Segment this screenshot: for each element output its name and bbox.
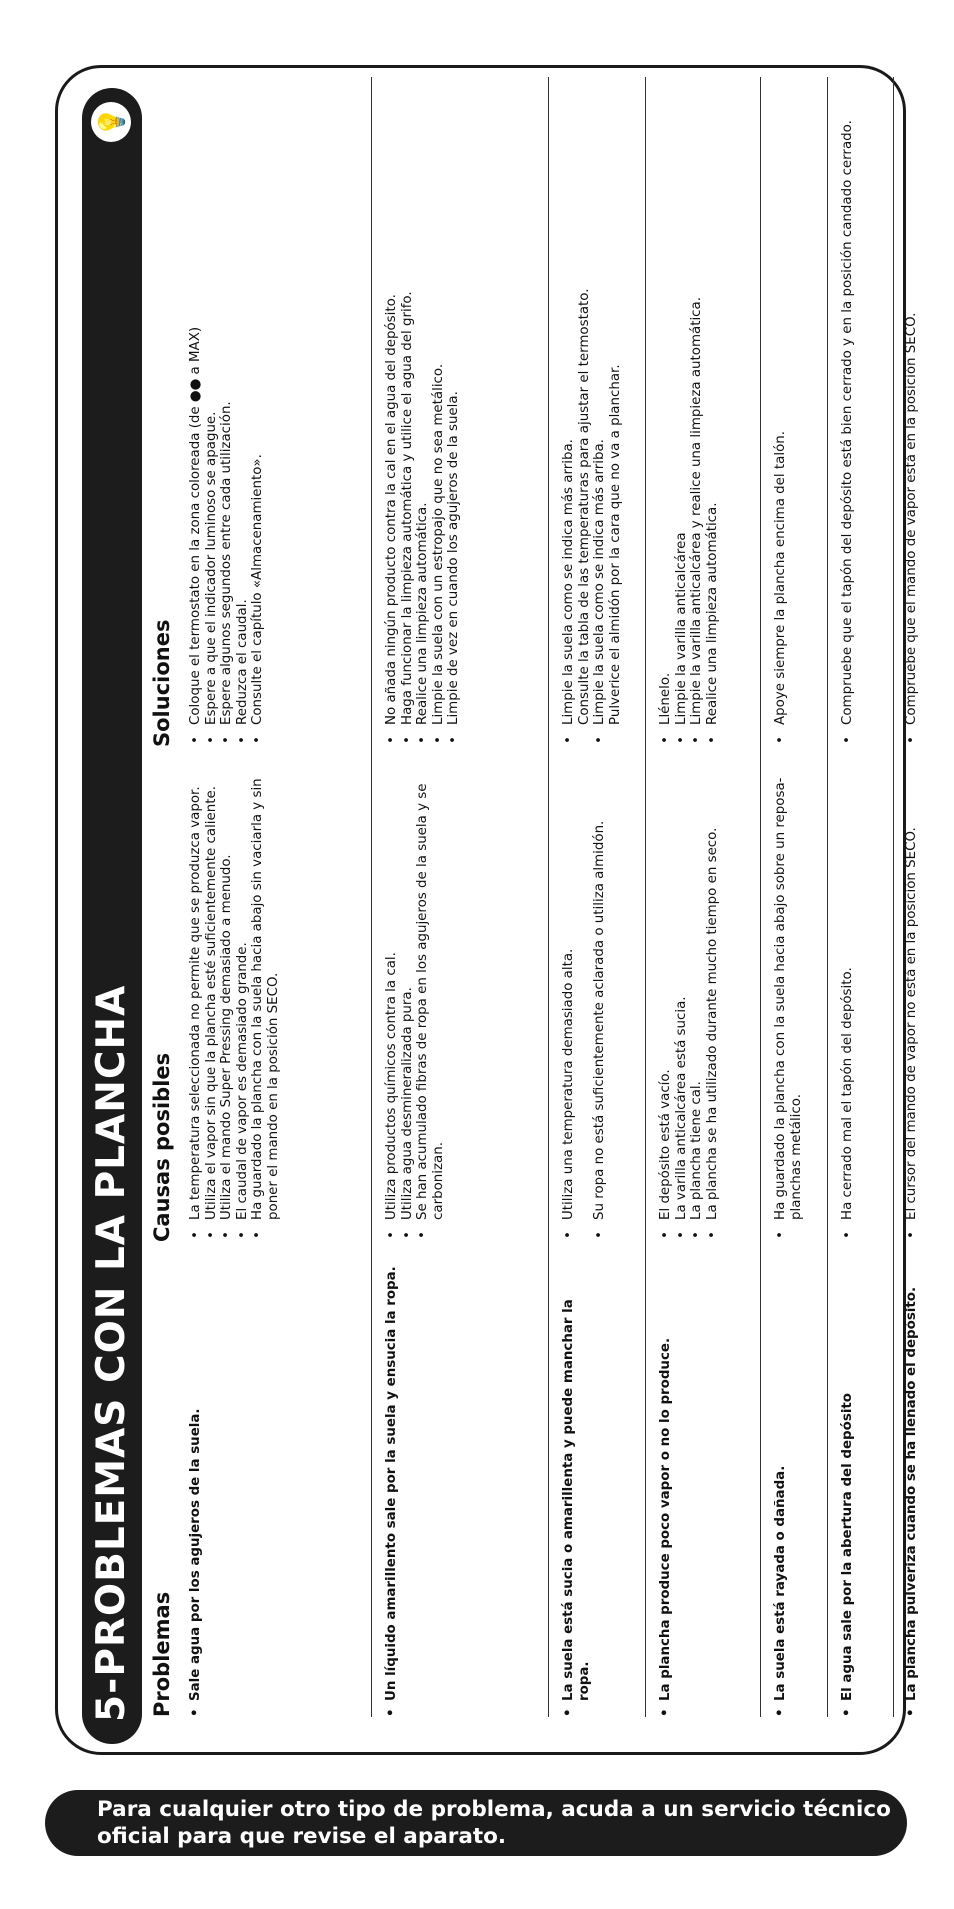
cause-item: • Ha cerrado mal el tapón del depósito. bbox=[840, 742, 856, 1242]
table-row bbox=[893, 77, 933, 1717]
causes-cell bbox=[658, 742, 720, 1242]
problem-text: • La plancha produce poco vapor o no lo produce. bbox=[658, 1262, 674, 1717]
table-row bbox=[645, 77, 760, 1717]
problem-table bbox=[188, 77, 933, 1717]
problem-text: • La suela está rayada o dañada. bbox=[773, 1262, 789, 1717]
solution-item: • Limpie la varilla anticalcárea bbox=[674, 77, 690, 747]
solution-item: • Llénelo. bbox=[658, 77, 674, 747]
solutions-cell bbox=[840, 77, 856, 747]
cause-item: • Su ropa no está suficientemente aclarada o utiliza almidón. bbox=[592, 742, 608, 1242]
solution-item: • Apoye siempre la plancha encima del talón. bbox=[773, 77, 789, 747]
cause-item: • Ha guardado la plancha con la suela hacia abajo sobre un reposa-planchas metálico. bbox=[773, 742, 804, 1242]
solutions-cell bbox=[658, 77, 720, 747]
footer-note: Para cualquier otro tipo de problema, acuda a un servicio técnico oficial para que revise el aparato. bbox=[97, 1797, 891, 1849]
solution-item: • Limpie de vez en cuando los agujeros de la suela. bbox=[446, 77, 462, 747]
page-title: 5-PROBLEMAS CON LA PLANCHA bbox=[89, 984, 134, 1722]
cause-item: • La plancha se ha utilizado durante mucho tiempo en seco. bbox=[705, 742, 721, 1242]
solutions-cell bbox=[384, 77, 462, 747]
table-row bbox=[827, 77, 893, 1717]
cause-item: • El depósito está vacío. bbox=[658, 742, 674, 1242]
solution-item: • Compruebe que el mando de vapor está en la posición SECO. bbox=[904, 77, 920, 747]
troubleshooting-frame bbox=[55, 65, 919, 1755]
solutions-cell bbox=[561, 77, 623, 747]
cause-item: • La temperatura seleccionada no permite que se produzca vapor. bbox=[188, 742, 204, 1242]
table-row bbox=[548, 77, 645, 1717]
cause-item: • Utiliza el mando Super Pressing demasiado a menudo. bbox=[219, 742, 235, 1242]
solutions-cell bbox=[773, 77, 789, 747]
title-bar bbox=[82, 88, 142, 1744]
table-row bbox=[760, 77, 827, 1717]
problem-text: • La plancha pulveriza cuando se ha llenado el depósito. bbox=[904, 1262, 920, 1717]
troubleshooting-sheet bbox=[58, 68, 919, 1752]
causes-cell bbox=[561, 742, 607, 1242]
problem-cell bbox=[904, 1262, 920, 1717]
cause-item: • Utiliza productos químicos contra la cal. bbox=[384, 742, 400, 1242]
problem-cell bbox=[561, 1262, 592, 1717]
problem-cell bbox=[188, 1262, 204, 1717]
solution-item: • Compruebe que el tapón del depósito está bien cerrado y en la posición candado cerrado. bbox=[840, 77, 856, 747]
cause-item: • Utiliza el vapor sin que la plancha esté suficientemente caliente. bbox=[204, 742, 220, 1242]
problem-cell bbox=[840, 1262, 856, 1717]
solution-item: • Coloque el termostato en la zona coloreada (de ●● a MAX) bbox=[188, 77, 204, 747]
solution-item: • Limpie la suela como se indica más arriba. bbox=[561, 77, 577, 747]
header-causes: Causas posibles bbox=[150, 1052, 174, 1242]
problem-cell bbox=[773, 1262, 789, 1717]
causes-cell bbox=[384, 742, 446, 1242]
causes-cell bbox=[904, 742, 920, 1242]
problem-cell bbox=[384, 1262, 400, 1717]
solution-item: • Reduzca el caudal. bbox=[235, 77, 251, 747]
problem-text: • Un líquido amarillento sale por la suela y ensucia la ropa. bbox=[384, 1262, 400, 1717]
cause-item: • La varilla anticalcárea está sucia. bbox=[674, 742, 690, 1242]
causes-cell bbox=[188, 742, 282, 1242]
causes-cell bbox=[773, 742, 804, 1242]
problem-text: • El agua sale por la abertura del depósito bbox=[840, 1262, 856, 1717]
cause-item: • Ha guardado la plancha con la suela hacia abajo sin vaciarla y sin poner el mando en la posición SECO. bbox=[250, 742, 281, 1242]
problem-text: • La suela está sucia o amarillenta y puede manchar la ropa. bbox=[561, 1262, 592, 1717]
solution-item: • Haga funcionar la limpieza automática y utilice el agua del grifo. bbox=[400, 77, 416, 747]
solution-item: • Realice una limpieza automática. bbox=[705, 77, 721, 747]
solution-item: • Espere a que el indicador luminoso se apague. bbox=[204, 77, 220, 747]
header-solutions: Soluciones bbox=[150, 619, 174, 747]
problem-cell bbox=[658, 1262, 674, 1717]
solution-item: • Consulte el capítulo «Almacenamiento». bbox=[250, 77, 266, 747]
cause-item: • El caudal de vapor es demasiado grande. bbox=[235, 742, 251, 1242]
table-row bbox=[371, 77, 548, 1717]
solution-item: • Realice una limpieza automática. bbox=[415, 77, 431, 747]
solution-item: • Limpie la suela con un estropajo que no sea metálico. bbox=[431, 77, 447, 747]
solution-item: • Limpie la varilla anticalcárea y realice una limpieza automática. bbox=[689, 77, 705, 747]
solutions-cell bbox=[188, 77, 266, 747]
solutions-cell bbox=[904, 77, 920, 747]
cause-item: • Se han acumulado fibras de ropa en los agujeros de la suela y se carbonizan. bbox=[415, 742, 446, 1242]
solution-item: • Espere algunos segundos entre cada utilización. bbox=[219, 77, 235, 747]
cause-item: • Utiliza agua desmineralizada pura. bbox=[400, 742, 416, 1242]
solution-item: • Limpie la suela como se indica más arriba. bbox=[592, 77, 608, 747]
table-row bbox=[188, 77, 371, 1717]
column-headers bbox=[150, 68, 190, 1752]
cause-item: • Utiliza una temperatura demasiado alta. bbox=[561, 742, 577, 1242]
cause-item: • El cursor del mando de vapor no está en la posición SECO. bbox=[904, 742, 920, 1242]
solution-item: Consulte la tabla de las temperaturas para ajustar el termostato. bbox=[576, 288, 592, 725]
solution-item: • No añada ningún producto contra la cal en el agua del depósito. bbox=[384, 77, 400, 747]
footer-banner bbox=[45, 1790, 907, 1856]
header-problems: Problemas bbox=[150, 1591, 174, 1717]
problem-text: • Sale agua por los agujeros de la suela. bbox=[188, 1262, 204, 1717]
lightbulb-icon: 💡 bbox=[91, 102, 131, 142]
causes-cell bbox=[840, 742, 856, 1242]
solution-item: Pulverice el almidón por la cara que no va a planchar. bbox=[607, 364, 623, 725]
cause-item: • La plancha tiene cal. bbox=[689, 742, 705, 1242]
